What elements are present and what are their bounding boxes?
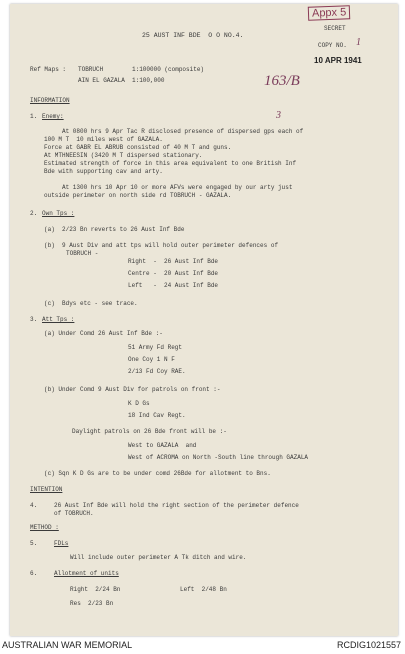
intention-heading: INTENTION xyxy=(30,486,63,493)
allotment-left: Left 2/48 Bn xyxy=(180,586,227,593)
enemy-text-line: At MTHNEESIN (3420 M T dispersed stationary. xyxy=(44,152,203,159)
own-troops-heading: Own Tps : xyxy=(42,210,75,217)
enemy-text-line: Bde with supporting cav and arty. xyxy=(44,168,163,175)
handwritten-number: 3 xyxy=(276,110,281,121)
enemy-text-line: 100 M T 10 miles west of GAZALA. xyxy=(44,136,163,143)
own-troops-c: (c) Bdys etc - see trace. xyxy=(44,300,138,307)
sector-left: Left - 24 Aust Inf Bde xyxy=(128,282,219,289)
enemy-text-line: At 0800 hrs 9 Apr Tac R disclosed presence of dispersed gps each of xyxy=(62,128,304,135)
para-3-number: 3. xyxy=(30,316,38,323)
enemy-text-line: At 1300 hrs 10 Apr 10 or more AFVs were engaged by our arty just xyxy=(62,184,293,191)
information-heading: INFORMATION xyxy=(30,97,70,104)
attached-unit: One Coy 1 N F xyxy=(128,356,175,363)
attached-unit: 51 Army Fd Regt xyxy=(128,344,183,351)
own-troops-b-line: TOBRUCH - xyxy=(66,250,99,257)
order-title: 25 AUST INF BDE O O NO.4. xyxy=(142,32,244,39)
handwritten-reference: 163/B xyxy=(264,73,300,89)
attached-troops-heading: Att Tps : xyxy=(42,316,75,323)
para-6-number: 6. xyxy=(30,570,38,577)
ref-maps-line-2: AIN EL GAZALA 1:100,000 xyxy=(78,77,165,84)
para-2-number: 2. xyxy=(30,210,38,217)
para-4-number: 4. xyxy=(30,502,38,509)
patrols-line: West of ACROMA on North -South line through GAZALA xyxy=(128,454,309,461)
allotment-heading: Allotment of units xyxy=(54,570,119,577)
ref-maps-line-1: TOBRUCH 1:100000 (composite) xyxy=(78,66,205,73)
allotment-reserve: Res 2/23 Bn xyxy=(70,600,114,607)
own-troops-a: (a) 2/23 Bn reverts to 26 Aust Inf Bde xyxy=(44,226,185,233)
attached-unit: K D Gs xyxy=(128,400,150,407)
attached-unit: 18 Ind Cav Regt. xyxy=(128,412,186,419)
own-troops-b-line: (b) 9 Aust Div and att tps will hold outer perimeter defences of xyxy=(44,242,279,249)
document-page xyxy=(10,4,398,636)
patrols-line: West to GAZALA and xyxy=(128,442,197,449)
allotment-right: Right 2/24 Bn xyxy=(70,586,121,593)
patrols-line: Daylight patrols on 26 Bde front will be :- xyxy=(72,428,227,435)
method-heading: METHOD : xyxy=(30,524,59,531)
enemy-text-line: Estimated strength of force in this area equivalent to one British Inf xyxy=(44,160,297,167)
enemy-heading: Enemy: xyxy=(42,113,64,120)
date-stamp: 10 APR 1941 xyxy=(314,56,362,65)
intention-text-line: 26 Aust Inf Bde will hold the right section of the perimeter defence xyxy=(54,502,299,509)
sector-centre: Centre - 20 Aust Inf Bde xyxy=(128,270,219,277)
copy-number-label: COPY NO. xyxy=(318,42,347,49)
intention-text-line: of TOBRUCH. xyxy=(54,510,94,517)
ref-maps-label: Ref Maps : xyxy=(30,66,67,73)
attached-unit: 2/13 Fd Coy RAE. xyxy=(128,368,186,375)
attached-b: (b) Under Comd 9 Aust Div for patrols on front :- xyxy=(44,386,221,393)
attached-c: (c) Sqn K D Gs are to be under comd 26Bde for allotment to Bns. xyxy=(44,470,271,477)
attached-a: (a) Under Comd 26 Aust Inf Bde :- xyxy=(44,330,163,337)
archive-footer xyxy=(0,638,405,654)
para-5-number: 5. xyxy=(30,540,38,547)
secret-marking: SECRET xyxy=(324,25,346,32)
fdls-text: Will include outer perimeter A Tk ditch and wire. xyxy=(70,554,247,561)
para-1-number: 1. xyxy=(30,113,38,120)
enemy-text-line: outside perimeter on north side rd TOBRUCH - GAZALA. xyxy=(44,192,232,199)
appendix-stamp: Appx 5 xyxy=(308,5,351,20)
archive-reference: RCDIG1021557 xyxy=(336,640,401,650)
copy-number-handwritten: 1 xyxy=(356,37,361,48)
enemy-text-line: Force at GABR EL ABRUB consisted of 40 M T and guns. xyxy=(44,144,232,151)
archive-name: AUSTRALIAN WAR MEMORIAL xyxy=(2,640,133,650)
fdls-heading: FDLs xyxy=(54,540,69,547)
sector-right: Right - 26 Aust Inf Bde xyxy=(128,258,219,265)
